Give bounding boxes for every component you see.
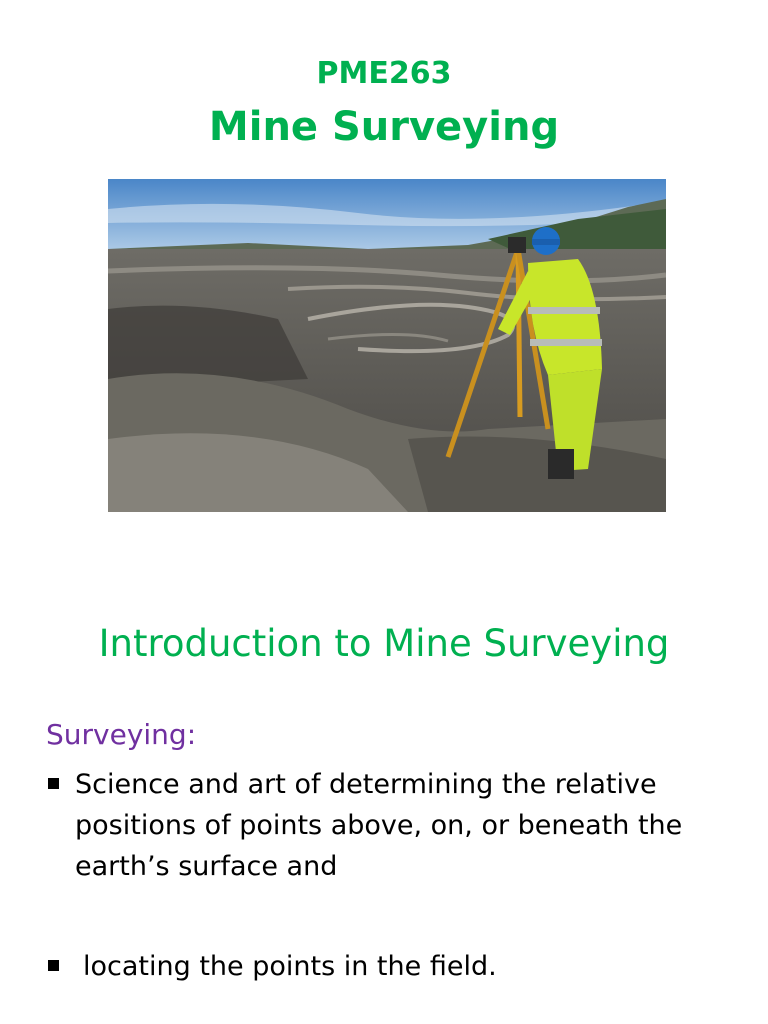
bullet-item (46, 946, 726, 987)
surveyor-photo-icon (108, 179, 666, 512)
course-title: Mine Surveying (208, 104, 560, 150)
square-bullet-icon (48, 778, 59, 789)
square-bullet-icon (48, 960, 59, 971)
course-code: PME263 (316, 56, 452, 91)
bullet-item (46, 764, 726, 887)
bullet-text: Science and art of determining the relative positions of points above, on, or beneath the earth’s surface and (75, 769, 683, 882)
bullet-text: locating the points in the field. (83, 951, 497, 982)
intro-heading: Introduction to Mine Surveying (98, 622, 670, 665)
section-label: Surveying: (46, 718, 197, 751)
